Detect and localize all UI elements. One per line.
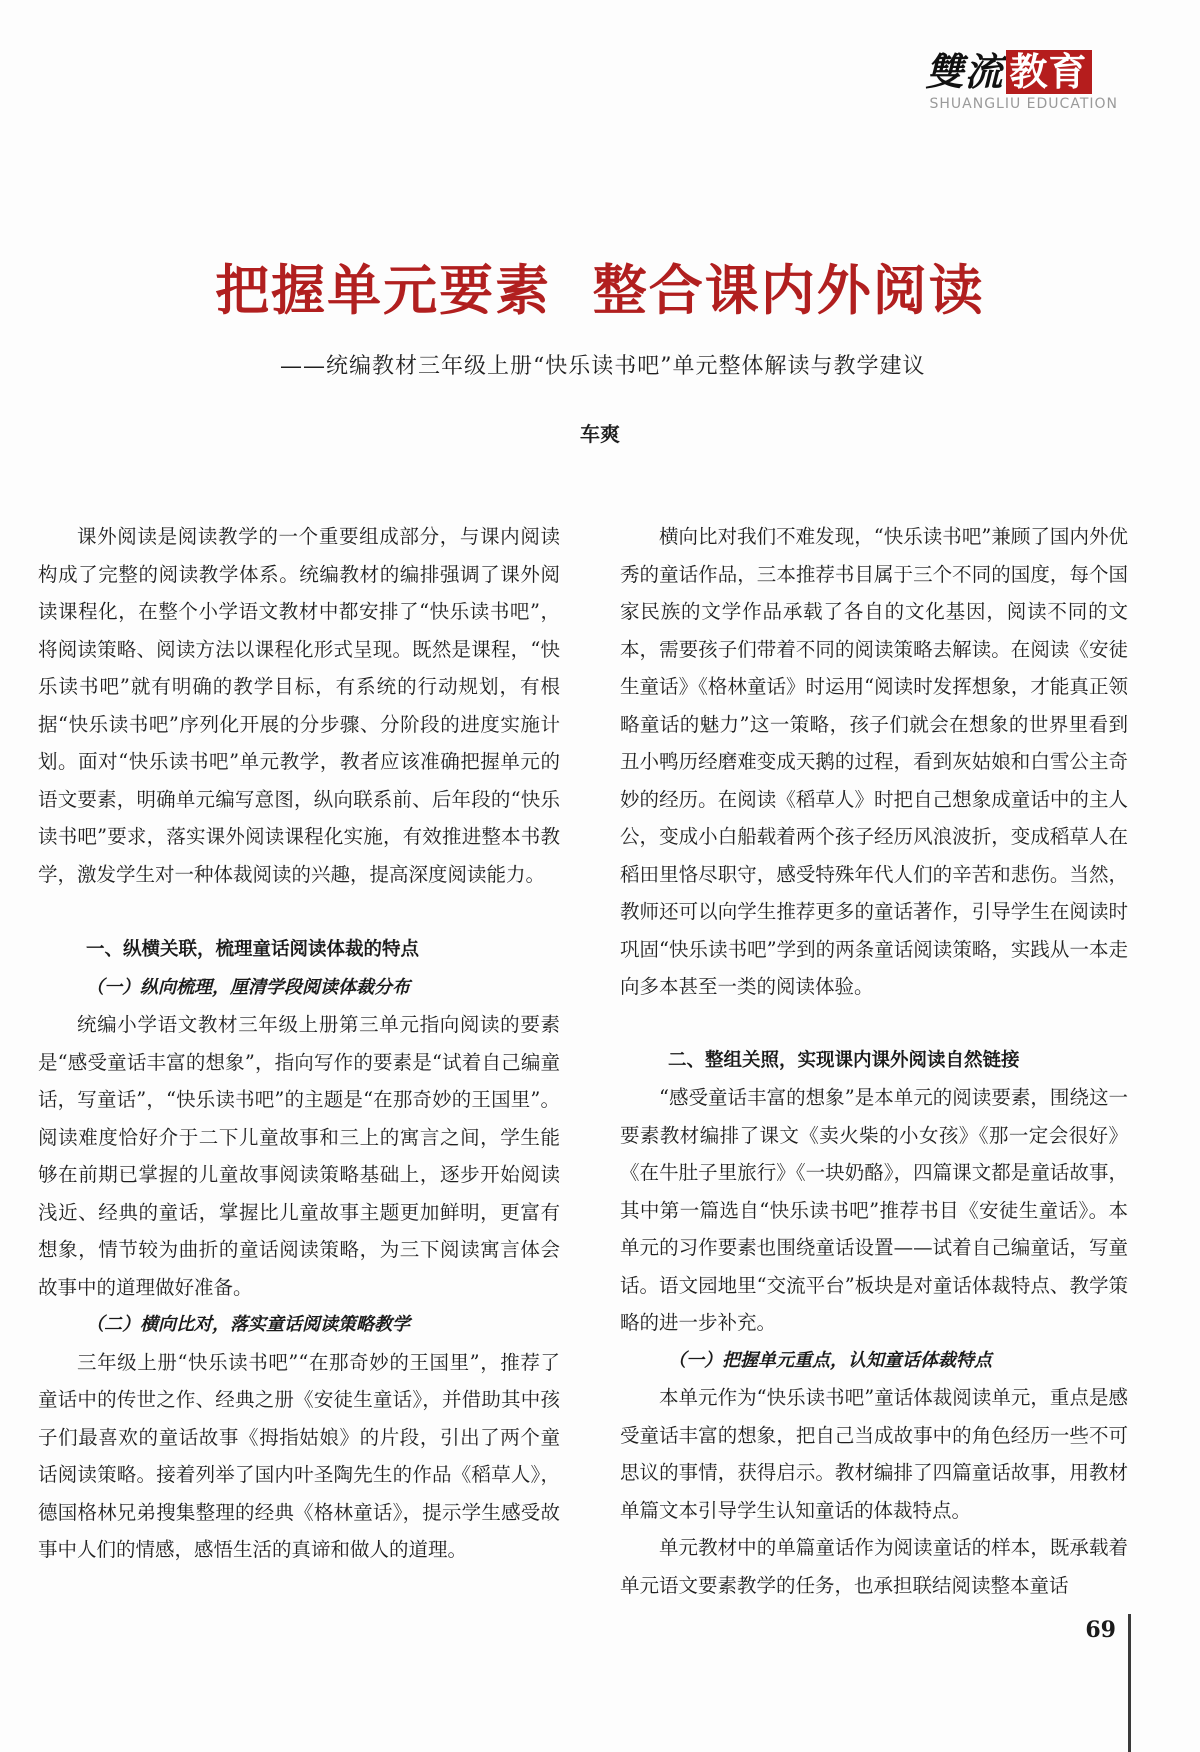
- page-number: 69: [1085, 1617, 1116, 1643]
- body-paragraph: 横向比对我们不难发现，“快乐读书吧”兼顾了国内外优秀的童话作品，三本推荐书目属于三个不同的国度，每个国家民族的文学作品承载了各自的文化基因，阅读不同的文本，需要孩子们带着不同的阅读策略去解读。在阅读《安徒生童话》《格林童话》时运用“阅读时发挥想象，才能真正领略童话的魅力”这一策略，孩子们就会在想象的世界里看到丑小鸭历经磨难变成天鹅的过程，看到灰姑娘和白雪公主奇妙的经历。在阅读《稻草人》时把自己想象成童话中的主人公，变成小白船载着两个孩子经历风浪波折，变成稻草人在稻田里恪尽职守，感受特殊年代人们的辛苦和悲伤。当然，教师还可以向学生推荐更多的童话著作，引导学生在阅读时巩固“快乐读书吧”学到的两条童话阅读策略，实践从一本走向多本甚至一类的阅读体验。: [620, 525, 1128, 998]
- right-column: [620, 518, 1128, 1604]
- section-heading: 二、整组关照，实现课内课外阅读自然链接: [668, 1049, 1020, 1071]
- page-edge-rule: [1128, 1614, 1131, 1752]
- intro-paragraph: 课外阅读是阅读教学的一个重要组成部分，与课内阅读构成了完整的阅读教学体系。统编教材的编排强调了课外阅读课程化，在整个小学语文教材中都安排了“快乐读书吧”，将阅读策略、阅读方法以课程化形式呈现。既然是课程，“快乐读书吧”就有明确的教学目标，有系统的行动规划，有根据“快乐读书吧”序列化开展的分步骤、分阶段的进度实施计划。面对“快乐读书吧”单元教学，教者应该准确把握单元的语文要素，明确单元编写意图，纵向联系前、后年段的“快乐读书吧”要求，落实课外阅读课程化实施，有效推进整本书教学，激发学生对一种体裁阅读的兴趣，提高深度阅读能力。: [38, 525, 560, 886]
- logo-english: SHUANGLIU EDUCATION: [929, 96, 1118, 112]
- subsection-heading: （二）横向比对，落实童话阅读策略教学: [86, 1314, 410, 1335]
- subsection-heading: （一）纵向梳理，厘清学段阅读体裁分布: [86, 976, 410, 998]
- subsection-heading: （一）把握单元重点，认知童话体裁特点: [668, 1349, 992, 1371]
- logo-text-jiaoyu: 教育: [1006, 50, 1092, 94]
- body-paragraph: 统编小学语文教材三年级上册第三单元指向阅读的要素是“感受童话丰富的想象”，指向写作的要素是“试着自己编童话，写童话”，“快乐读书吧”的主题是“在那奇妙的王国里”。阅读难度恰好介于二下儿童故事和三上的寓言之间，学生能够在前期已掌握的儿童故事阅读策略基础上，逐步开始阅读浅近、经典的童话，掌握比儿童故事主题更加鲜明，更富有想象，情节较为曲折的童话阅读策略，为三下阅读寓言体会故事中的道理做好准备。: [38, 1013, 560, 1299]
- spacer: [38, 893, 560, 931]
- article-subtitle: ——统编教材三年级上册“快乐读书吧”单元整体解读与教学建议: [280, 354, 926, 379]
- body-paragraph: 三年级上册“快乐读书吧”“在那奇妙的王国里”，推荐了童话中的传世之作、经典之册《安徒生童话》，并借助其中孩子们最喜欢的童话故事《拇指姑娘》的片段，引出了两个童话阅读策略。接着列举了国内叶圣陶先生的作品《稻草人》，德国格林兄弟搜集整理的经典《格林童话》，提示学生感受故事中人们的情感，感悟生活的真谛和做人的道理。: [38, 1350, 560, 1561]
- logo-chinese: [926, 50, 1119, 94]
- logo-text-shuangliu: 雙流: [925, 49, 1004, 94]
- journal-logo: [926, 50, 1119, 112]
- article-title: 把握单元要素 整合课内外阅读: [215, 258, 985, 322]
- spacer: [620, 1006, 1128, 1042]
- body-paragraph: 单元教材中的单篇童话作为阅读童话的样本，既承载着单元语文要素教学的任务，也承担联结阅读整本童话: [620, 1536, 1128, 1597]
- article-author: 车爽: [580, 422, 620, 446]
- left-column: [38, 518, 560, 1569]
- section-heading: 一、纵横关联，梳理童话阅读体裁的特点: [86, 939, 420, 960]
- body-paragraph: “感受童话丰富的想象”是本单元的阅读要素，围绕这一要素教材编排了课文《卖火柴的小女孩》《那一定会很好》《在牛肚子里旅行》《一块奶酪》，四篇课文都是童话故事，其中第一篇选自“快乐读书吧”推荐书目《安徒生童话》。本单元的习作要素也围绕童话设置——试着自己编童话，写童话。语文园地里“交流平台”板块是对童话体裁特点、教学策略的进一步补充。: [620, 1086, 1128, 1334]
- body-paragraph: 本单元作为“快乐读书吧”童话体裁阅读单元，重点是感受童话丰富的想象，把自己当成故事中的角色经历一些不可思议的事情，获得启示。教材编排了四篇童话故事，用教材单篇文本引导学生认知童话的体裁特点。: [620, 1386, 1128, 1522]
